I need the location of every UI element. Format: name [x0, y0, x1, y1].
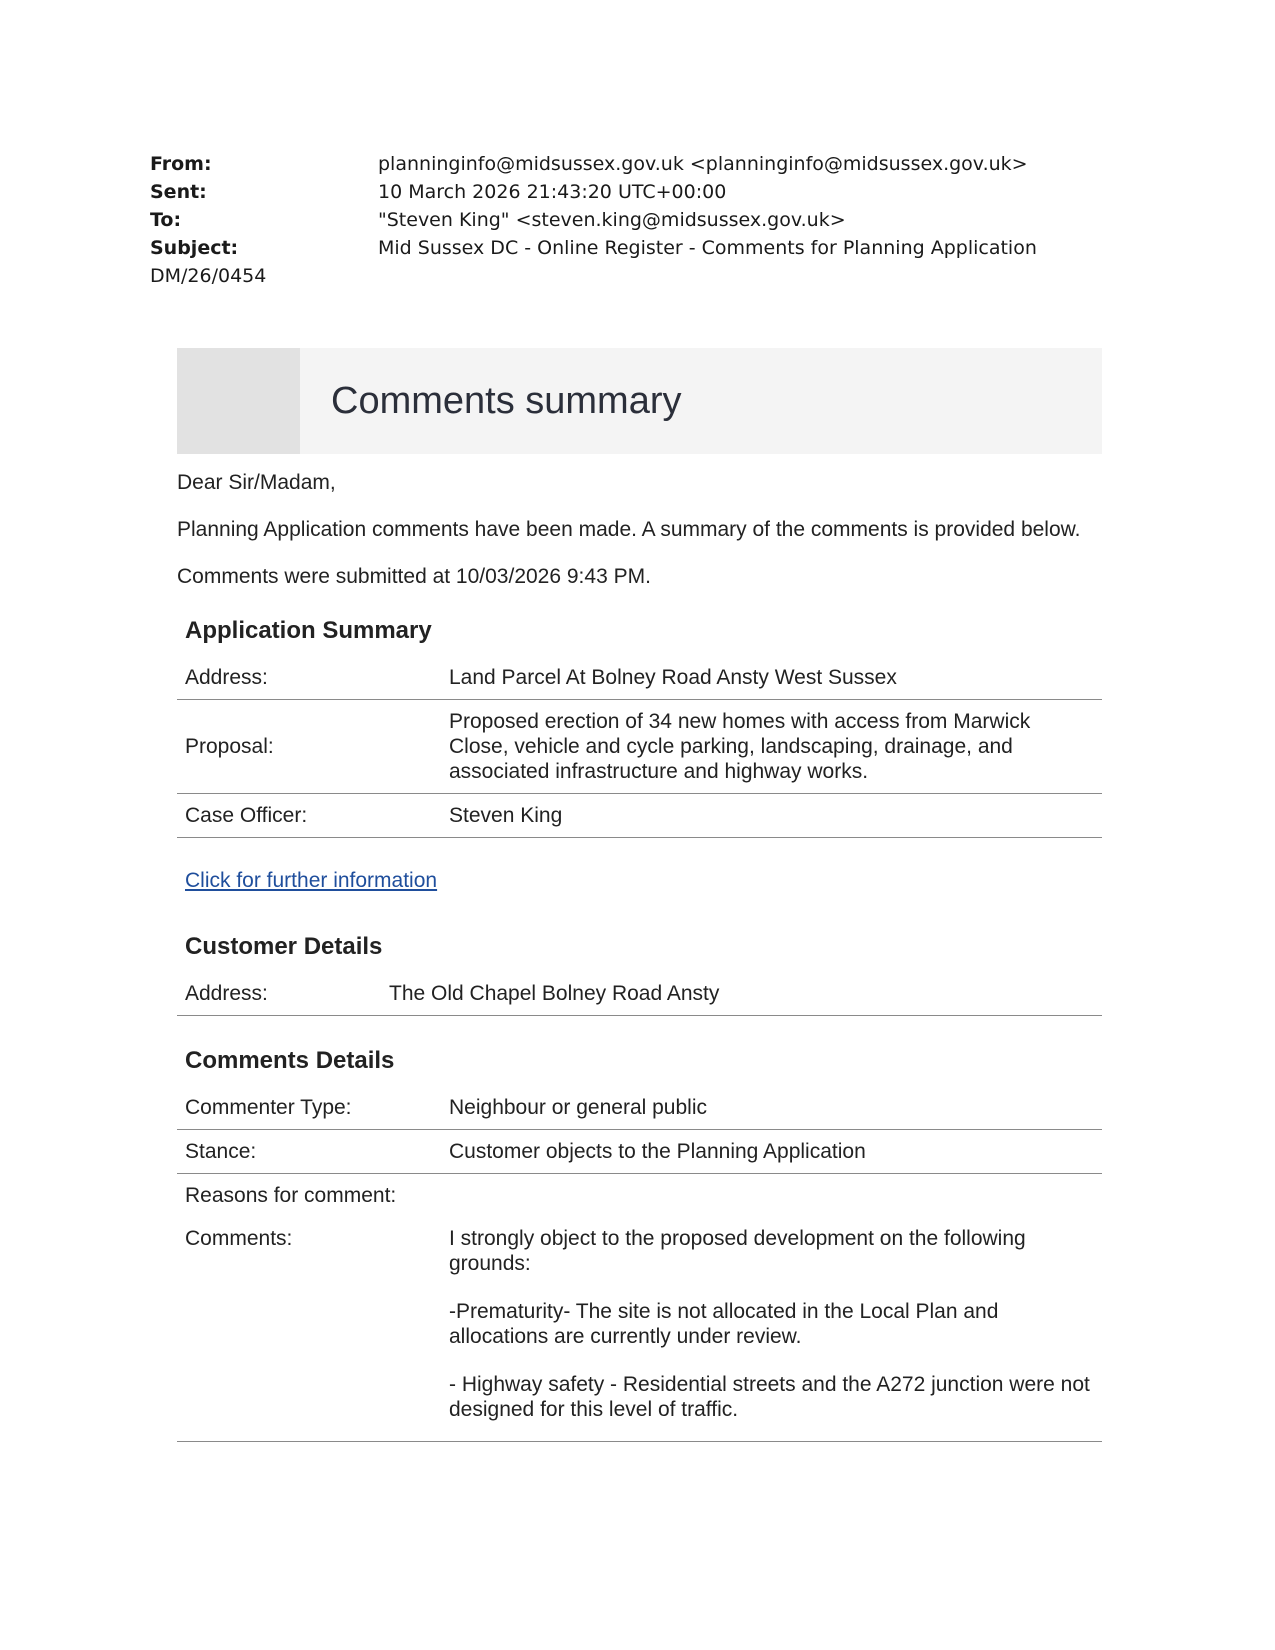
- table-row: [177, 1174, 1102, 1218]
- table-row: [177, 700, 1102, 794]
- table-row: [177, 1086, 1102, 1130]
- stance-value: Customer objects to the Planning Application: [441, 1130, 1102, 1174]
- subject-value: Mid Sussex DC - Online Register - Comments for Planning Application: [378, 237, 1037, 259]
- customer-address-label: Address:: [177, 972, 381, 1016]
- address-value: Land Parcel At Bolney Road Ansty West Sussex: [441, 656, 1102, 700]
- further-information-link[interactable]: Click for further information: [185, 869, 438, 892]
- reasons-label: Reasons for comment:: [185, 1184, 397, 1207]
- commenter-type-label: Commenter Type:: [177, 1086, 441, 1130]
- case-officer-label: Case Officer:: [177, 794, 441, 838]
- reasons-value: [441, 1174, 1102, 1218]
- email-body: [177, 470, 1102, 1442]
- application-summary-table: [177, 656, 1102, 838]
- application-summary-heading: Application Summary: [185, 617, 432, 644]
- customer-details-heading: Customer Details: [185, 933, 383, 960]
- greeting: Dear Sir/Madam,: [177, 471, 336, 494]
- banner-title: Comments summary: [331, 379, 682, 422]
- proposal-label: Proposal:: [177, 700, 441, 794]
- to-value: "Steven King" <steven.king@midsussex.gov.uk>: [378, 209, 846, 231]
- customer-details-table: [177, 972, 1102, 1016]
- table-row: [177, 794, 1102, 838]
- comments-label: Comments:: [177, 1217, 441, 1442]
- comment-paragraph: - Highway safety - Residential streets and the A272 junction were not designed for this level of traffic.: [449, 1373, 1090, 1421]
- from-row: [150, 150, 1050, 178]
- from-value: planninginfo@midsussex.gov.uk <planninginfo@midsussex.gov.uk>: [378, 153, 1028, 175]
- to-label: To:: [150, 209, 182, 231]
- comments-value: [441, 1217, 1102, 1442]
- subject-continuation: DM/26/0454: [150, 265, 267, 287]
- comments-summary-banner: [177, 348, 1102, 454]
- sent-row: [150, 178, 1050, 206]
- proposal-value: Proposed erection of 34 new homes with access from Marwick Close, vehicle and cycle parking, landscaping, drainage, and associated infrastructure and highway works.: [441, 700, 1102, 794]
- subject-row: [150, 234, 1050, 262]
- commenter-type-value: Neighbour or general public: [441, 1086, 1102, 1130]
- comments-details-heading: Comments Details: [185, 1047, 395, 1074]
- address-label: Address:: [177, 656, 441, 700]
- stance-label: Stance:: [177, 1130, 441, 1174]
- intro-line-2: Comments were submitted at 10/03/2026 9:43 PM.: [177, 565, 651, 588]
- table-row: [177, 972, 1102, 1016]
- case-officer-value: Steven King: [441, 794, 1102, 838]
- comment-paragraph: I strongly object to the proposed development on the following grounds:: [449, 1227, 1026, 1275]
- comment-paragraph: -Prematurity- The site is not allocated in the Local Plan and allocations are currently under review.: [449, 1300, 999, 1348]
- sent-label: Sent:: [150, 181, 207, 203]
- table-row: [177, 1217, 1102, 1442]
- sent-value: 10 March 2026 21:43:20 UTC+00:00: [378, 181, 727, 203]
- to-row: [150, 206, 1050, 234]
- banner-logo-placeholder: [177, 348, 300, 454]
- email-header: [150, 150, 1050, 290]
- customer-address-value: The Old Chapel Bolney Road Ansty: [381, 972, 1102, 1016]
- table-row: [177, 1130, 1102, 1174]
- table-row: [177, 656, 1102, 700]
- subject-label: Subject:: [150, 237, 239, 259]
- comments-details-table: [177, 1086, 1102, 1442]
- intro-line-1: Planning Application comments have been made. A summary of the comments is provided below.: [177, 518, 1081, 541]
- from-label: From:: [150, 153, 212, 175]
